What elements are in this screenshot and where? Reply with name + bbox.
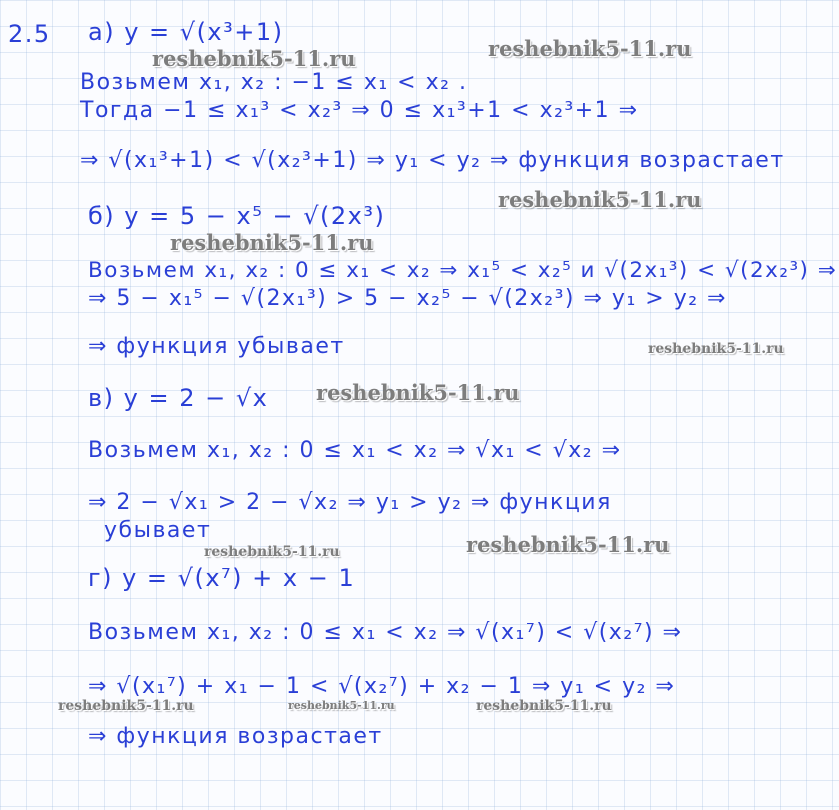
part-c-line-3: убывает	[104, 518, 212, 543]
watermark: reshebnik5-11.ru	[498, 187, 702, 212]
part-d-function: г) y = √(x⁷) + x − 1	[88, 564, 356, 592]
part-d-line-2: ⇒ √(x₁⁷) + x₁ − 1 < √(x₂⁷) + x₂ − 1 ⇒ y₁ < y₂ ⇒	[88, 674, 676, 699]
watermark: reshebnik5-11.ru	[204, 544, 340, 560]
watermark: reshebnik5-11.ru	[152, 46, 356, 71]
part-d-line-1: Возьмем x₁, x₂ : 0 ≤ x₁ < x₂ ⇒ √(x₁⁷) < √(x₂⁷) ⇒	[88, 620, 683, 645]
part-c-line-1: Возьмем x₁, x₂ : 0 ≤ x₁ < x₂ ⇒ √x₁ < √x₂ ⇒	[88, 438, 622, 463]
part-a-function: а) y = √(x³+1)	[88, 18, 284, 46]
part-a-line-3: ⇒ √(x₁³+1) < √(x₂³+1) ⇒ y₁ < y₂ ⇒ функция возрастает	[80, 148, 785, 173]
part-b-line-1: Возьмем x₁, x₂ : 0 ≤ x₁ < x₂ ⇒ x₁⁵ < x₂⁵ и √(2x₁³) < √(2x₂³) ⇒	[88, 258, 838, 283]
watermark: reshebnik5-11.ru	[648, 341, 784, 357]
part-b-line-3: ⇒ функция убывает	[88, 334, 345, 359]
watermark: reshebnik5-11.ru	[58, 698, 194, 714]
part-b-line-2: ⇒ 5 − x₁⁵ − √(2x₁³) > 5 − x₂⁵ − √(2x₂³) ⇒ y₁ > y₂ ⇒	[88, 286, 727, 311]
watermark: reshebnik5-11.ru	[288, 699, 395, 712]
part-a-line-1: Возьмем x₁, x₂ : −1 ≤ x₁ < x₂ .	[80, 70, 468, 95]
watermark: reshebnik5-11.ru	[476, 698, 612, 714]
watermark: reshebnik5-11.ru	[488, 36, 692, 61]
part-c-function: в) y = 2 − √x	[88, 384, 269, 412]
part-b-function: б) y = 5 − x⁵ − √(2x³)	[88, 202, 386, 230]
problem-number: 2.5	[8, 20, 51, 48]
watermark: reshebnik5-11.ru	[466, 532, 670, 557]
part-c-line-2: ⇒ 2 − √x₁ > 2 − √x₂ ⇒ y₁ > y₂ ⇒ функция	[88, 490, 612, 515]
watermark: reshebnik5-11.ru	[316, 380, 520, 405]
part-a-line-2: Тогда −1 ≤ x₁³ < x₂³ ⇒ 0 ≤ x₁³+1 < x₂³+1 ⇒	[80, 98, 639, 123]
watermark: reshebnik5-11.ru	[170, 230, 374, 255]
part-d-line-3: ⇒ функция возрастает	[88, 724, 383, 749]
